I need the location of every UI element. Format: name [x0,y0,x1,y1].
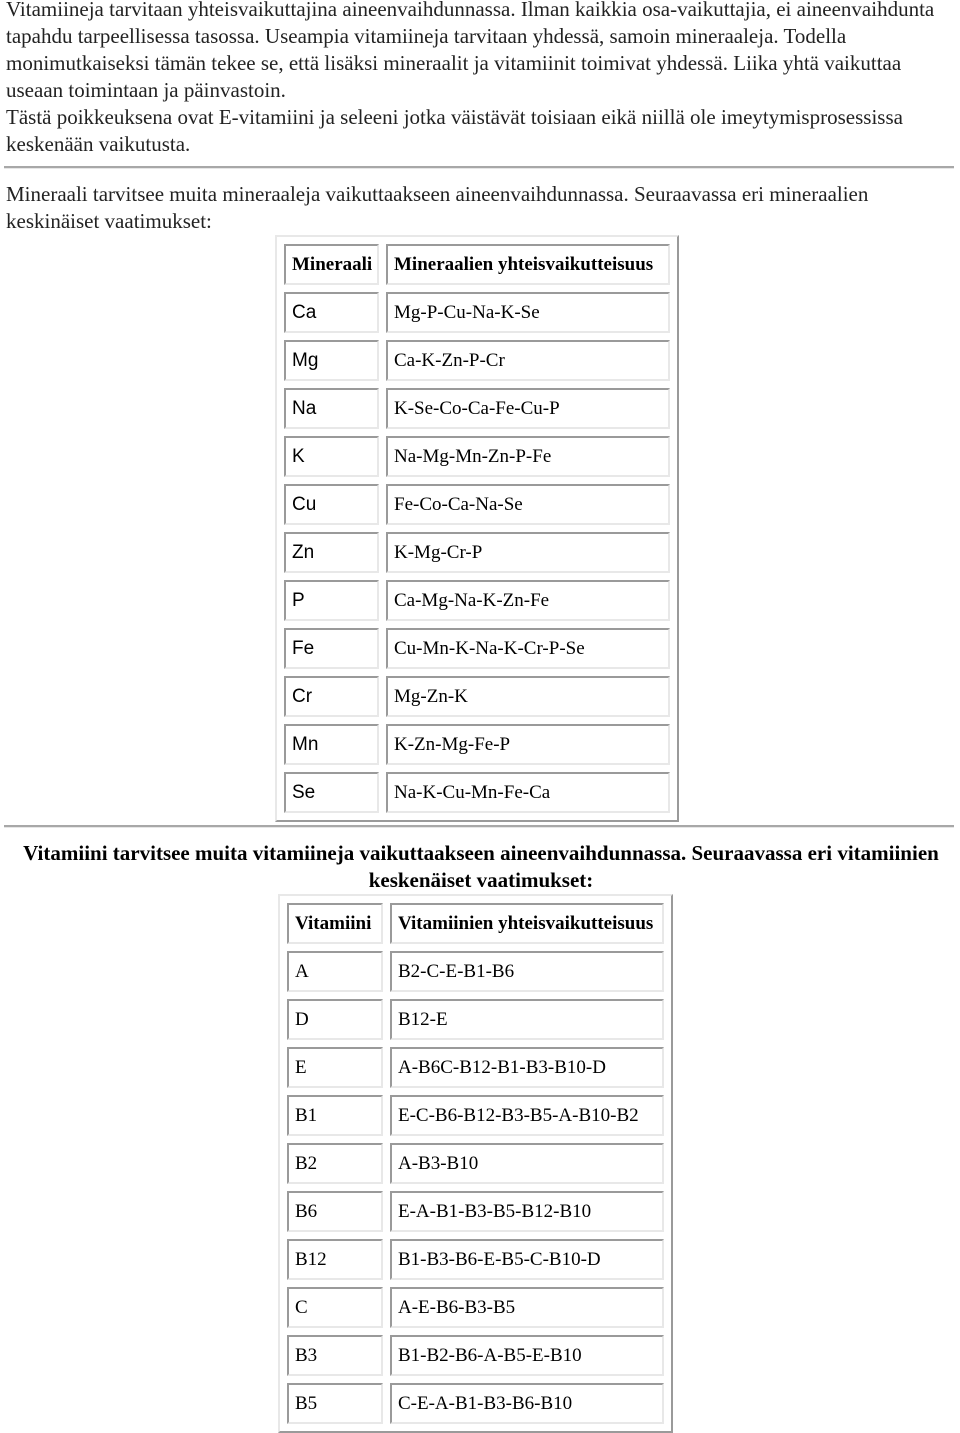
table-row [284,340,670,381]
table-row [287,1095,664,1136]
mineral-cell: Se [284,772,379,813]
table-row [287,1143,664,1184]
table-row [287,951,664,992]
interaction-cell: B1-B3-B6-E-B5-C-B10-D [390,1239,664,1280]
vitamin-cell: E [287,1047,383,1088]
vitamin-cell: B12 [287,1239,383,1280]
interaction-cell: B1-B2-B6-A-B5-E-B10 [390,1335,664,1376]
table-row [287,1383,664,1424]
interaction-cell: Ca-K-Zn-P-Cr [386,340,670,381]
interaction-cell: Na-K-Cu-Mn-Fe-Ca [386,772,670,813]
vitamin-interaction-column-header: Vitamiinien yhteisvaikutteisuus [390,903,664,944]
mineral-cell: Fe [284,628,379,669]
mineral-cell: K [284,436,379,477]
mineral-cell: Cu [284,484,379,525]
mineral-table [275,235,679,822]
mineral-cell: Cr [284,676,379,717]
interaction-cell: Na-Mg-Mn-Zn-P-Fe [386,436,670,477]
vitamin-cell: A [287,951,383,992]
mineral-cell: P [284,580,379,621]
table-row [287,1287,664,1328]
interaction-cell: Fe-Co-Ca-Na-Se [386,484,670,525]
table-row [284,580,670,621]
mineral-cell: Na [284,388,379,429]
interaction-cell: K-Zn-Mg-Fe-P [386,724,670,765]
table-row [284,628,670,669]
vitamin-cell: C [287,1287,383,1328]
interaction-cell: E-A-B1-B3-B5-B12-B10 [390,1191,664,1232]
interaction-cell: K-Mg-Cr-P [386,532,670,573]
horizontal-divider [4,825,954,828]
interaction-cell: Mg-Zn-K [386,676,670,717]
vitamin-table [278,894,673,1433]
interaction-cell: Mg-P-Cu-Na-K-Se [386,292,670,333]
interaction-cell: A-E-B6-B3-B5 [390,1287,664,1328]
exception-text: Tästä poikkeuksena ovat E-vitamiini ja seleeni jotka väistävät toisiaan eikä niillä ole imeytymisprosessissa keskenään vaikutusta. [6,105,903,156]
table-row [284,388,670,429]
mineral-cell: Mg [284,340,379,381]
horizontal-divider [4,166,954,169]
interaction-cell: Ca-Mg-Na-K-Zn-Fe [386,580,670,621]
interaction-cell: E-C-B6-B12-B3-B5-A-B10-B2 [390,1095,664,1136]
interaction-cell: A-B3-B10 [390,1143,664,1184]
vitamin-cell: B5 [287,1383,383,1424]
interaction-cell: B2-C-E-B1-B6 [390,951,664,992]
interaction-cell: Cu-Mn-K-Na-K-Cr-P-Se [386,628,670,669]
table-row [284,436,670,477]
interaction-cell: K-Se-Co-Ca-Fe-Cu-P [386,388,670,429]
table-row [284,772,670,813]
intro-text: Vitamiineja tarvitaan yhteisvaikuttajina aineenvaihdunnassa. Ilman kaikkia osa-vaikuttajia, ei aineenvaihdunta tapahdu tarpeellisessa tasossa. Useampia vitamiineja tarvitaan yhdessä, samoin mineraaleja. Todella monimutkaiseksi tämän tekee se, että lisäksi mineraalit ja vitamiinit toimivat yhdessä. Liika yhtä vaikuttaa useaan toimintaan ja päinvastoin. [6,0,935,102]
table-row [284,292,670,333]
table-row [284,532,670,573]
table-row [287,999,664,1040]
mineral-cell: Ca [284,292,379,333]
vitamin-cell: B6 [287,1191,383,1232]
mineral-intro-paragraph: Mineraali tarvitsee muita mineraaleja vaikuttaakseen aineenvaihdunnassa. Seuraavassa eri mineraalien keskinäiset vaatimukset: [6,182,869,233]
table-row [287,1191,664,1232]
mineral-cell: Mn [284,724,379,765]
vitamin-cell: B1 [287,1095,383,1136]
table-row [284,724,670,765]
table-row [287,1239,664,1280]
table-header-row [284,244,670,285]
interaction-cell: C-E-A-B1-B3-B6-B10 [390,1383,664,1424]
vitamin-cell: B3 [287,1335,383,1376]
vitamin-cell: B2 [287,1143,383,1184]
vitamin-intro-heading: Vitamiini tarvitsee muita vitamiineja vaikuttaakseen aineenvaihdunnassa. Seuraavassa eri vitamiinien keskenäiset vaatimukset: [23,841,939,892]
vitamin-cell: D [287,999,383,1040]
interaction-cell: B12-E [390,999,664,1040]
mineral-cell: Zn [284,532,379,573]
vitamin-column-header: Vitamiini [287,903,383,944]
mineral-interaction-column-header: Mineraalien yhteisvaikutteisuus [386,244,670,285]
intro-paragraph [6,0,951,158]
table-row [284,676,670,717]
table-row [287,1047,664,1088]
mineral-column-header: Mineraali [284,244,379,285]
table-header-row [287,903,664,944]
table-row [284,484,670,525]
table-row [287,1335,664,1376]
interaction-cell: A-B6C-B12-B1-B3-B10-D [390,1047,664,1088]
